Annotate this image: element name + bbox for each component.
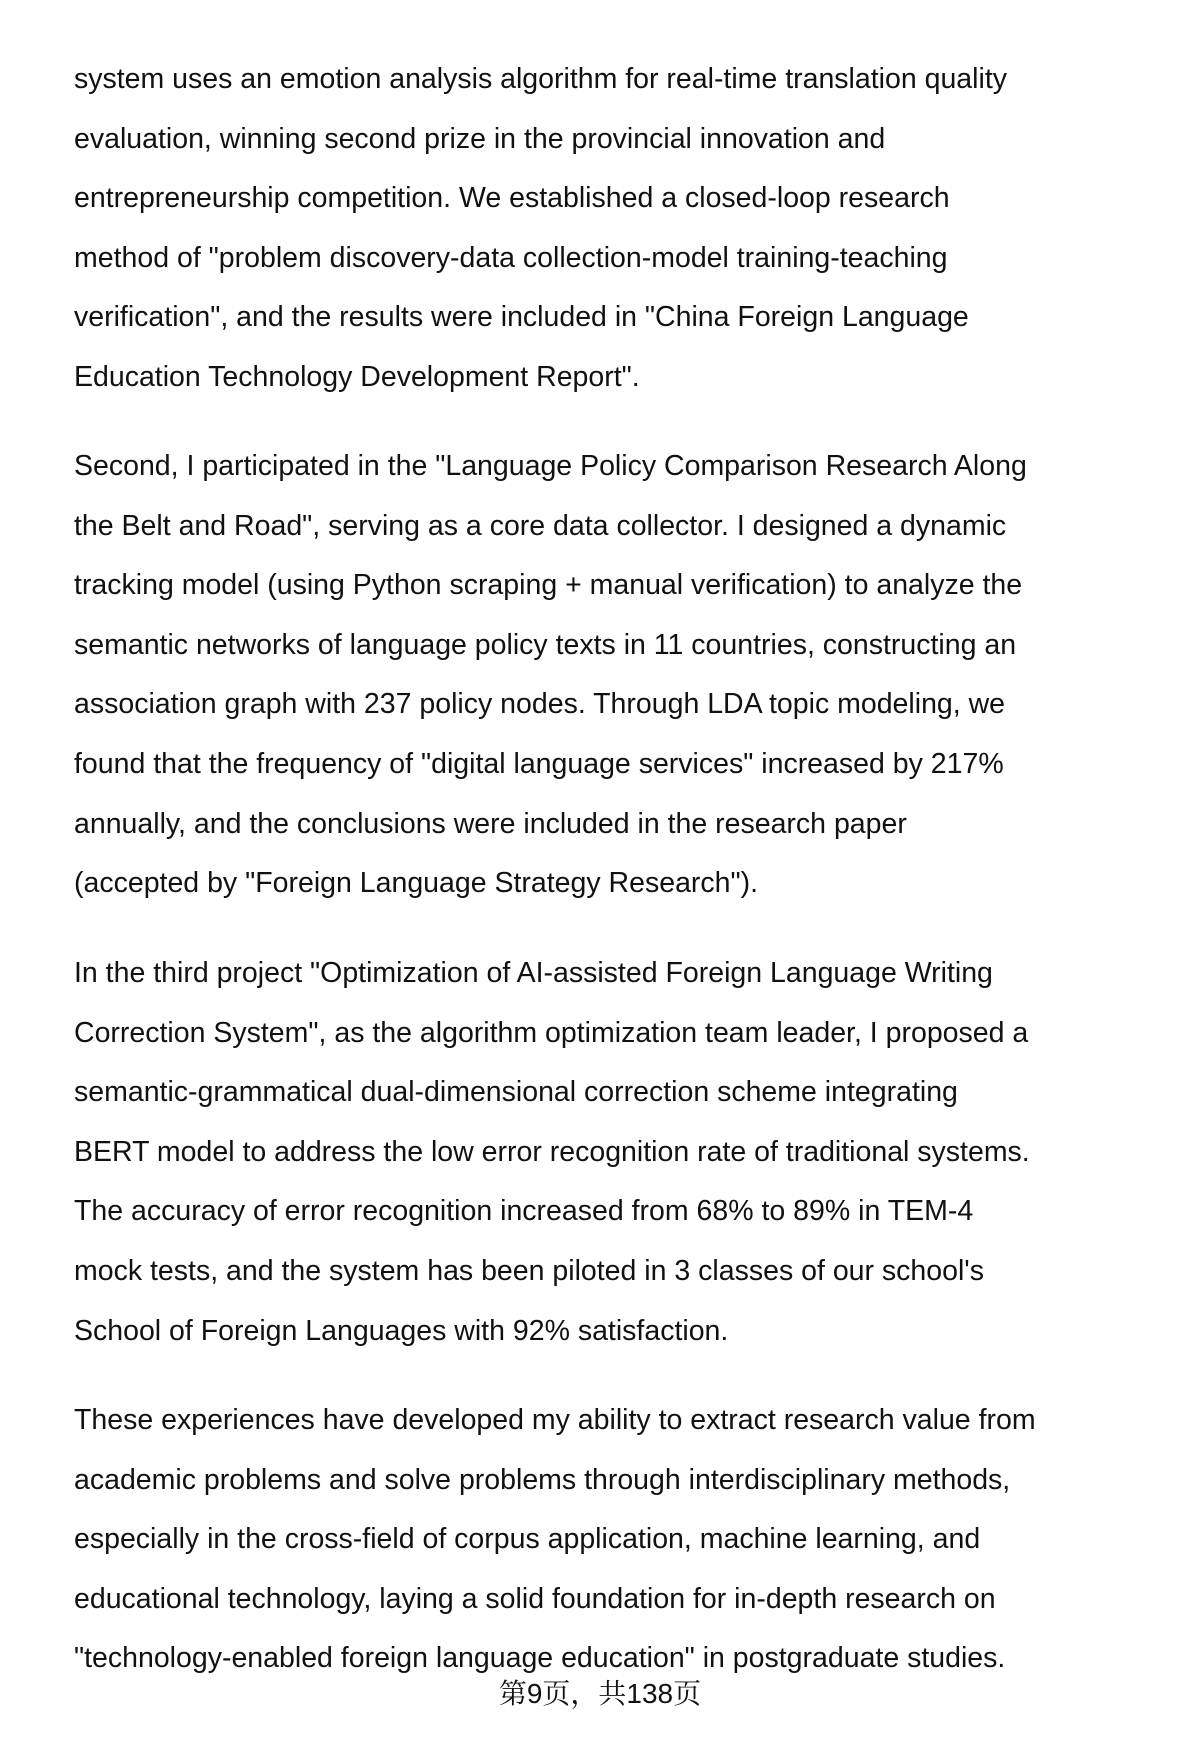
text-line: The accuracy of error recognition increased from 68% to 89% in TEM-4 — [74, 1195, 974, 1228]
text-line: verification", and the results were included in "China Foreign Language — [74, 301, 969, 334]
text-line: annually, and the conclusions were included in the research paper — [74, 807, 907, 840]
text-line: mock tests, and the system has been piloted in 3 classes of our school's — [74, 1254, 984, 1287]
text-line: semantic-grammatical dual-dimensional correction scheme integrating — [74, 1076, 958, 1109]
text-line: the Belt and Road", serving as a core data collector. I designed a dynamic — [74, 509, 1007, 542]
text-line: Correction System", as the algorithm optimization team leader, I proposed a — [74, 1016, 1029, 1049]
text-line: method of "problem discovery-data collection-model training-teaching — [74, 241, 948, 274]
text-line: system uses an emotion analysis algorithm for real-time translation quality — [74, 63, 1007, 95]
text-line: "technology-enabled foreign language education" in postgraduate studies. — [74, 1642, 1006, 1675]
paragraph — [74, 944, 1184, 1361]
text-line: Second, I participated in the "Language Policy Comparison Research Along — [74, 450, 1027, 482]
text-line: entrepreneurship competition. We established a closed-loop research — [74, 182, 950, 215]
text-line: semantic networks of language policy texts in 11 countries, constructing an — [74, 628, 1017, 661]
text-line: found that the frequency of "digital language services" increased by 217% — [74, 747, 1004, 780]
text-line: association graph with 237 policy nodes. Through LDA topic modeling, we — [74, 688, 1006, 721]
text-line: tracking model (using Python scraping + manual verification) to analyze the — [74, 569, 1023, 602]
text-line: Education Technology Development Report". — [74, 360, 640, 393]
text-line: (accepted by "Foreign Language Strategy Research"). — [74, 867, 759, 900]
page-number-footer: 第9页，共138页 — [498, 1678, 702, 1709]
paragraph — [74, 1391, 1184, 1689]
text-line: educational technology, laying a solid foundation for in-depth research on — [74, 1582, 996, 1615]
text-line: academic problems and solve problems through interdisciplinary methods, — [74, 1463, 1011, 1496]
text-line: BERT model to address the low error recognition rate of traditional systems. — [74, 1135, 1030, 1168]
text-line: evaluation, winning second prize in the provincial innovation and — [74, 122, 886, 155]
paragraph — [74, 50, 1184, 408]
text-line: These experiences have developed my ability to extract research value from — [74, 1404, 1036, 1436]
text-line: In the third project "Optimization of AI-assisted Foreign Language Writing — [74, 957, 993, 989]
text-line: School of Foreign Languages with 92% satisfaction. — [74, 1314, 729, 1347]
text-line: especially in the cross-field of corpus application, machine learning, and — [74, 1523, 981, 1556]
paragraph — [74, 437, 1184, 914]
